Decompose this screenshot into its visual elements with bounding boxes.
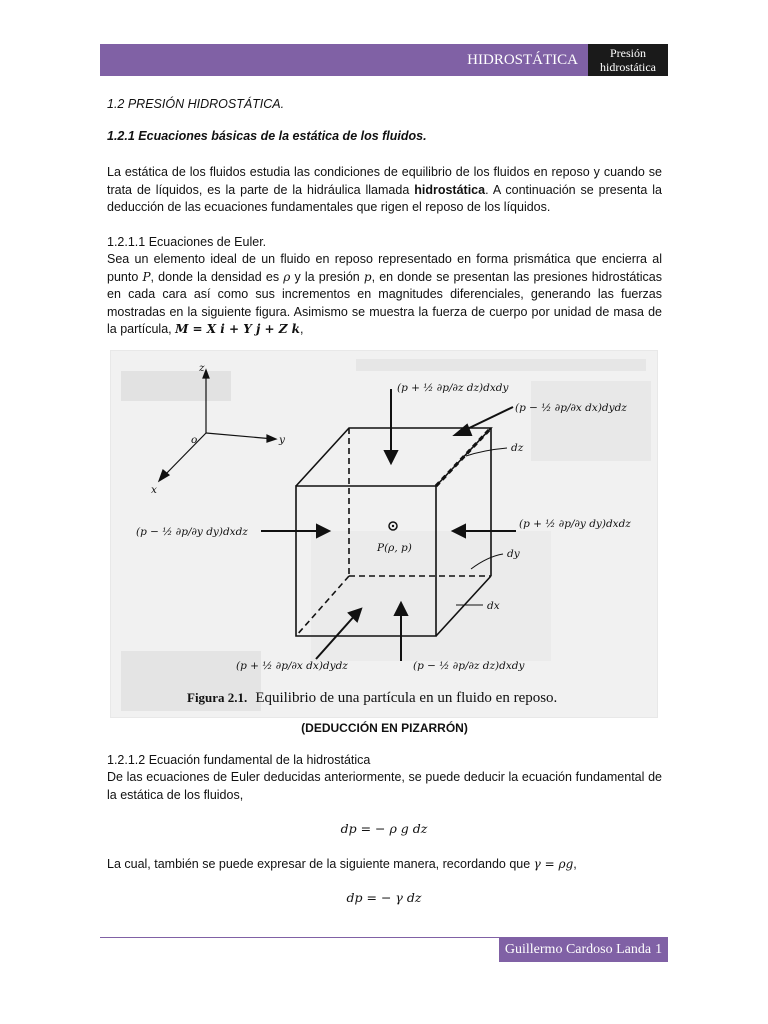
axis-y-label: y: [279, 434, 285, 446]
label-force-bottom-right: (p − ½ ∂p/∂z dz)dxdy: [413, 660, 525, 672]
page-footer: [499, 938, 668, 962]
subsection-heading: 1.2.1 Ecuaciones básicas de la estática de los fluidos.: [107, 129, 427, 143]
label-force-left: (p − ½ ∂p/∂y dy)dxdz: [136, 526, 248, 538]
intro-bold-word: hidrostática: [414, 182, 486, 197]
intro-paragraph: [107, 164, 662, 217]
figure-caption-label: Figura 2.1.: [187, 690, 248, 705]
gamma-math: γ = ρg: [533, 857, 574, 871]
euler-math-p-point: P: [142, 269, 151, 284]
axis-z-label: z: [199, 362, 205, 374]
header-side-line2: hidrostática: [600, 60, 656, 74]
label-dy: dy: [507, 548, 520, 560]
label-dx: dx: [487, 600, 500, 612]
point-p-dot: [392, 525, 394, 527]
label-force-right-top: (p − ½ ∂p/∂x dx)dydz: [515, 402, 627, 414]
label-point-p: P(ρ, p): [377, 542, 412, 554]
figure-caption: [187, 690, 557, 707]
figure-caption-text: Equilibrio de una partícula en un fluido en reposo.: [255, 690, 558, 706]
axis-origin-label: o: [191, 434, 198, 446]
euler-heading: 1.2.1.1 Ecuaciones de Euler.: [107, 235, 267, 249]
page-header: [100, 44, 668, 76]
equation-dp-rho: dp = − ρ g dz: [340, 821, 428, 836]
figure-note: (DEDUCCIÓN EN PIZARRÓN): [301, 721, 468, 735]
euler-text-3: y la presión: [290, 269, 364, 284]
header-section-label: [588, 44, 668, 76]
intro-text-b: . A continuación se presenta la deducción de las ecuaciones fundamentales que rigen el reposo de los líquidos.: [107, 182, 662, 214]
euler-paragraph: [107, 251, 662, 339]
euler-math-p: p: [363, 269, 372, 284]
equation-dp-gamma: dp = − γ dz: [346, 890, 422, 905]
gamma-paragraph: [107, 856, 662, 874]
euler-text-4: , en donde se presentan las presiones hidrostáticas en cada cara así como sus incrementos en magnitudes diferenciales, generando las fuerzas mostradas en la siguiente figura. Asimismo se muestra la fuerza de cuerpo por unidad de masa de la partícula,: [107, 269, 662, 336]
axis-x-label: x: [151, 484, 157, 496]
footer-author: Guillermo Cardoso Landa: [504, 942, 652, 957]
euler-text-1: Sea un elemento ideal de un fluido en reposo representado en forma prismática que encierra al punto: [107, 252, 662, 284]
cube-diagram: [111, 351, 658, 718]
euler-math-body-force: M = X i + Y j + Z k: [175, 322, 300, 336]
header-title: HIDROSTÁTICA: [100, 44, 588, 76]
page-number: 1: [655, 942, 663, 957]
figure-equilibrium-particle: [110, 350, 658, 718]
euler-text-2: , donde la densidad es: [150, 269, 284, 284]
intro-text-a: La estática de los fluidos estudia las condiciones de equilibrio de los fluidos en reposo y cuando se trata de líquidos, es la parte de la hidráulica llamada: [107, 165, 662, 197]
label-dz: dz: [511, 442, 524, 454]
euler-math-rho: ρ: [283, 269, 291, 284]
gamma-text: La cual, también se puede expresar de la siguiente manera, recordando que: [107, 857, 534, 871]
euler-text-5: ,: [300, 322, 304, 336]
header-side-line1: Presión: [610, 46, 646, 60]
label-force-bottom-left: (p + ½ ∂p/∂x dx)dydz: [236, 660, 348, 672]
fundamental-paragraph: De las ecuaciones de Euler deducidas anteriormente, se puede deducir la ecuación fundamental de la estática de los fluidos,: [107, 770, 662, 802]
fundamental-heading: 1.2.1.2 Ecuación fundamental de la hidrostática: [107, 753, 371, 767]
section-heading: 1.2 PRESIÓN HIDROSTÁTICA.: [107, 97, 285, 111]
label-force-top: (p + ½ ∂p/∂z dz)dxdy: [397, 382, 509, 394]
label-force-right: (p + ½ ∂p/∂y dy)dxdz: [519, 518, 631, 530]
gamma-text-end: ,: [573, 857, 577, 871]
